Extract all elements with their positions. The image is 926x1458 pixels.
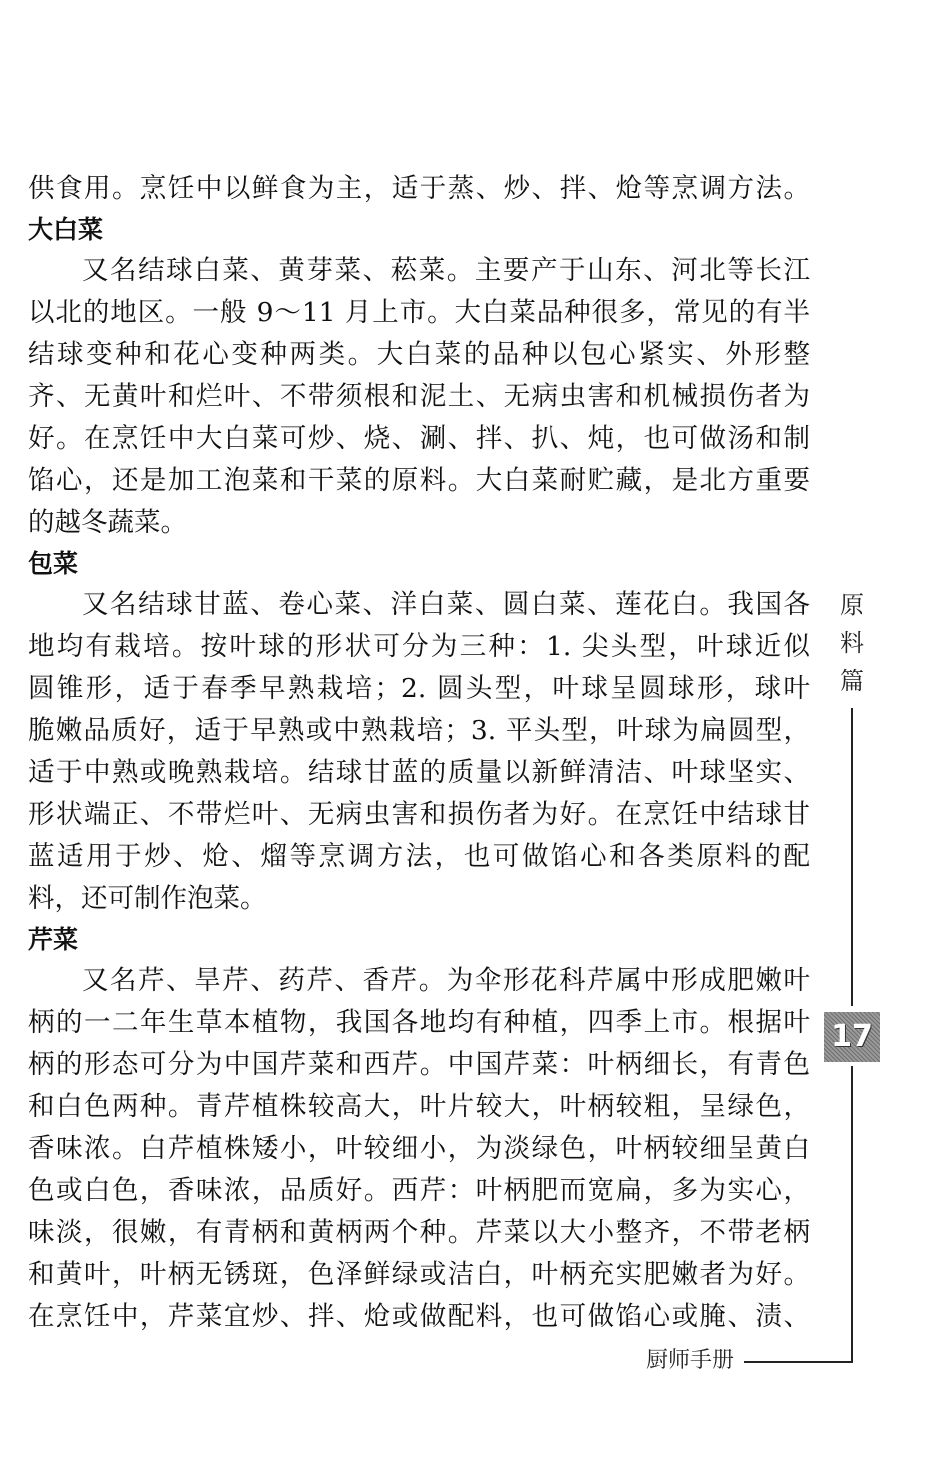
side-label-char: 料 <box>840 629 864 657</box>
intro-line: 供食用。烹饪中以鲜食为主，适于蒸、炒、拌、炝等烹调方法。 <box>28 173 810 204</box>
paragraph-line: 结球变种和花心变种两类。大白菜的品种以包心紧实、外形整 <box>28 339 810 370</box>
paragraph-line: 以北的地区。一般 9～11 月上市。大白菜品种很多，常见的有半 <box>28 297 810 328</box>
paragraph-line: 蓝适用于炒、炝、熘等烹调方法，也可做馅心和各类原料的配 <box>28 841 810 872</box>
section-heading-qincai: 芹菜 <box>28 925 79 954</box>
margin-rule-lower <box>851 1066 853 1362</box>
paragraph-line: 和黄叶，叶柄无锈斑，色泽鲜绿或洁白，叶柄充实肥嫩者为好。 <box>28 1259 810 1290</box>
paragraph-line: 和白色两种。青芹植株较高大，叶片较大，叶柄较粗，呈绿色， <box>28 1091 810 1122</box>
paragraph-line: 适于中熟或晚熟栽培。结球甘蓝的质量以新鲜清洁、叶球坚实、 <box>28 757 810 788</box>
paragraph-line: 好。在烹饪中大白菜可炒、烧、涮、拌、扒、炖，也可做汤和制 <box>28 423 810 454</box>
paragraph-line: 馅心，还是加工泡菜和干菜的原料。大白菜耐贮藏，是北方重要 <box>28 465 810 496</box>
page-text-column <box>28 168 810 1338</box>
paragraph-line: 柄的形态可分为中国芹菜和西芹。中国芹菜：叶柄细长，有青色 <box>28 1049 810 1080</box>
paragraph-line: 在烹饪中，芹菜宜炒、拌、炝或做配料，也可做馅心或腌、渍、 <box>28 1301 810 1332</box>
paragraph-line: 圆锥形，适于春季早熟栽培；2. 圆头型，叶球呈圆球形，球叶 <box>28 673 810 704</box>
margin-rule-upper <box>851 708 853 1006</box>
section-side-label <box>836 586 868 700</box>
paragraph-line: 色或白色，香味浓，品质好。西芹：叶柄肥而宽扁，多为实心， <box>28 1175 810 1206</box>
paragraph-line: 味淡，很嫩，有青柄和黄柄两个种。芹菜以大小整齐，不带老柄 <box>28 1217 810 1248</box>
paragraph-line: 地均有栽培。按叶球的形状可分为三种：1. 尖头型，叶球近似 <box>28 631 810 662</box>
paragraph-line: 柄的一二年生草本植物，我国各地均有种植，四季上市。根据叶 <box>28 1007 810 1038</box>
paragraph-line: 又名芹、旱芹、药芹、香芹。为伞形花科芹属中形成肥嫩叶 <box>82 965 810 996</box>
side-label-char: 篇 <box>840 667 864 695</box>
page-number-badge: 17 <box>824 1012 880 1062</box>
side-label-char: 原 <box>840 591 864 619</box>
paragraph-line: 形状端正、不带烂叶、无病虫害和损伤者为好。在烹饪中结球甘 <box>28 799 810 830</box>
paragraph-line: 料，还可制作泡菜。 <box>28 883 267 914</box>
paragraph-line: 的越冬蔬菜。 <box>28 507 187 538</box>
paragraph-line: 又名结球白菜、黄芽菜、菘菜。主要产于山东、河北等长江 <box>82 255 810 286</box>
section-heading-dabaicai: 大白菜 <box>28 215 104 244</box>
paragraph-line: 齐、无黄叶和烂叶、不带须根和泥土、无病虫害和机械损伤者为 <box>28 381 810 412</box>
footer-book-title: 厨师手册 <box>646 1348 735 1373</box>
footer-rule <box>744 1361 853 1363</box>
paragraph-line: 香味浓。白芹植株矮小，叶较细小，为淡绿色，叶柄较细呈黄白 <box>28 1133 810 1164</box>
paragraph-line: 又名结球甘蓝、卷心菜、洋白菜、圆白菜、莲花白。我国各 <box>82 589 810 620</box>
section-heading-baocai: 包菜 <box>28 549 79 578</box>
paragraph-line: 脆嫩品质好，适于早熟或中熟栽培；3. 平头型，叶球为扁圆型， <box>28 715 810 746</box>
